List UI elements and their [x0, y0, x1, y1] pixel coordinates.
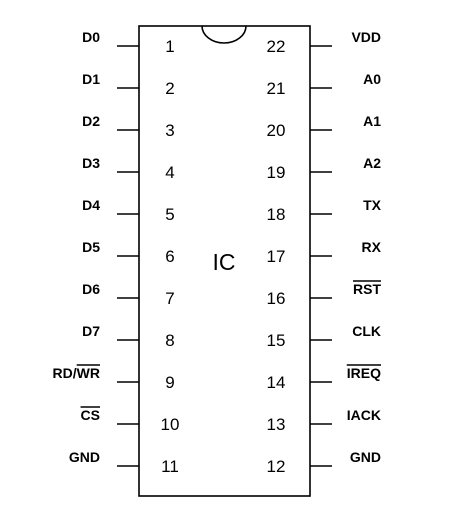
left-pin-signal-label: GND [68, 449, 100, 465]
left-pin-number: 5 [165, 205, 175, 224]
right-pin-number: 15 [266, 331, 286, 350]
right-pin-signal-label: CLK [352, 323, 381, 339]
right-pin-signal-label: A1 [363, 113, 381, 129]
signal-part: RD/ [52, 365, 77, 381]
right-pin-number: 14 [266, 373, 286, 392]
left-pin-number: 9 [165, 373, 175, 392]
left-pin-signal-label: D5 [82, 239, 100, 255]
chip-label: IC [212, 249, 236, 275]
left-pin-signal-label [53, 365, 100, 381]
signal-part: CS [80, 407, 100, 423]
right-pin-number: 12 [266, 457, 286, 476]
left-pin-number: 10 [160, 415, 180, 434]
right-pin-number: 21 [266, 79, 286, 98]
right-pin-signal-label: VDD [351, 29, 381, 45]
left-pin-number: 1 [165, 37, 175, 56]
right-pin-number: 13 [266, 415, 286, 434]
right-pin-number: 18 [266, 205, 286, 224]
left-pin-signal-label: D2 [82, 113, 100, 129]
left-pin-signal-label: D6 [82, 281, 100, 297]
right-pin-number: 22 [266, 37, 286, 56]
right-pin-signal-label: A0 [363, 71, 381, 87]
signal-part: RST [353, 281, 381, 297]
left-pin-signal-label: D4 [82, 197, 100, 213]
right-pin-signal-label: RX [361, 239, 381, 255]
left-pin-number: 2 [165, 79, 175, 98]
right-pin-number: 19 [266, 163, 286, 182]
left-pin-signal-label: D0 [82, 29, 100, 45]
left-pin-number: 6 [165, 247, 175, 266]
left-pin-number: 11 [161, 457, 179, 476]
left-pin-signal-label [81, 407, 100, 423]
right-pin-number: 16 [266, 289, 286, 308]
left-pin-number: 3 [165, 121, 175, 140]
right-pin-signal-label [347, 365, 381, 381]
signal-part: WR [76, 365, 100, 381]
signal-part: IREQ [346, 365, 381, 381]
left-pin-signal-label: D7 [82, 323, 100, 339]
left-pin-signal-label: D1 [82, 71, 100, 87]
right-pin-signal-label: TX [363, 197, 381, 213]
right-pin-number: 20 [266, 121, 286, 140]
right-pin-signal-label: IACK [346, 407, 381, 423]
left-pin-signal-label: D3 [82, 155, 100, 171]
right-pin-signal-label [353, 281, 381, 297]
left-pin-number: 8 [165, 331, 175, 350]
left-pin-number: 4 [165, 163, 175, 182]
right-pin-number: 17 [266, 247, 286, 266]
left-pin-number: 7 [165, 289, 175, 308]
right-pin-signal-label: GND [349, 449, 381, 465]
right-pin-signal-label: A2 [363, 155, 381, 171]
